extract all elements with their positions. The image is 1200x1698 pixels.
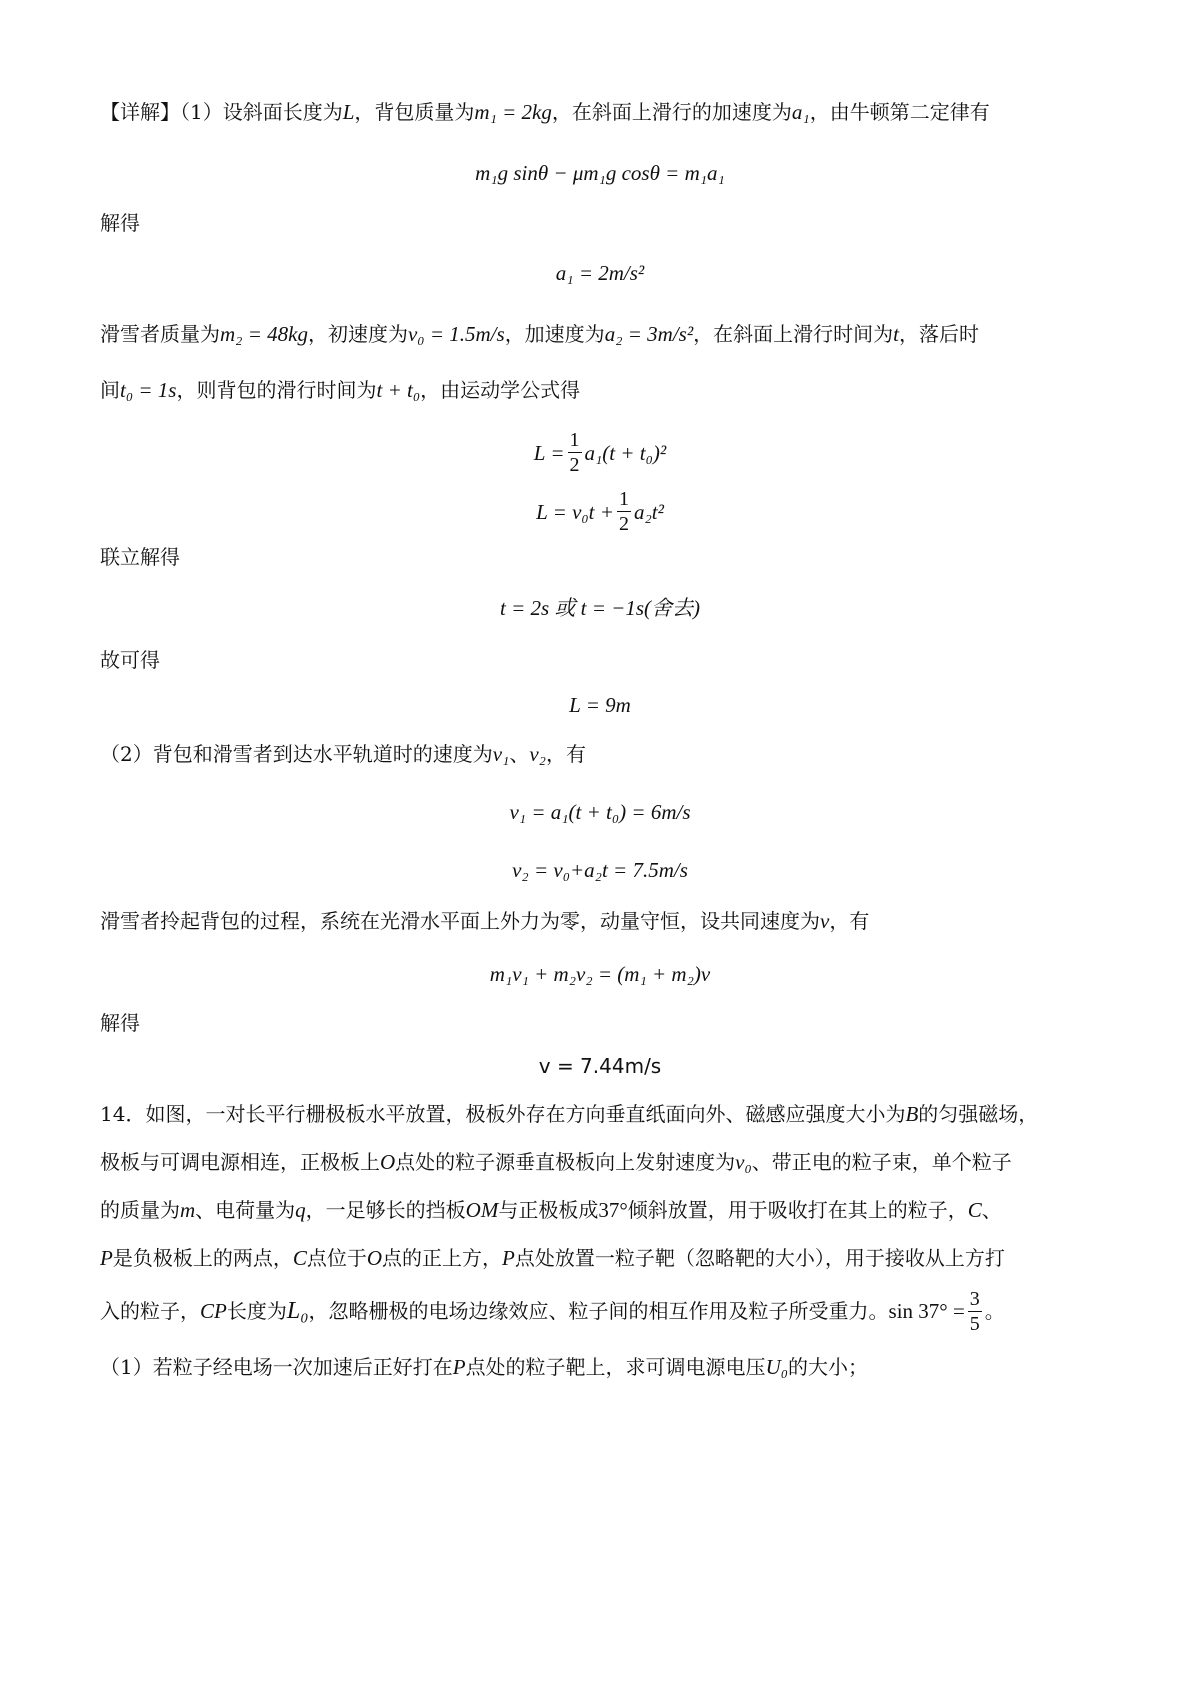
text: 与正极板成	[498, 1198, 599, 1222]
symbol-a1: a₁	[791, 100, 810, 124]
text: 、	[981, 1198, 1002, 1222]
symbol-m1-value: m₁ = 2kg	[474, 100, 552, 124]
text: 、电荷量为	[195, 1198, 296, 1222]
symbol-v0: v₀	[735, 1150, 752, 1174]
eq-left: L = v₀t +	[536, 499, 614, 524]
symbol-CP: CP	[200, 1299, 227, 1323]
sin37-expression: sin 37° =	[888, 1299, 965, 1323]
text: 点的正上方，	[382, 1246, 503, 1270]
symbol-U0: U₀	[765, 1355, 789, 1379]
question-14-part1	[100, 1353, 868, 1381]
question-14-line-4	[100, 1244, 1005, 1272]
numerator: 1	[618, 488, 629, 510]
paragraph-lag-time	[100, 376, 580, 404]
numerator: 3	[969, 1287, 980, 1310]
text: ，加速度为	[504, 322, 605, 346]
question-14-line-1	[100, 1100, 1038, 1128]
equation-L-backpack	[0, 428, 1200, 477]
symbol-O: O	[366, 1246, 383, 1270]
text: ，忽略栅极的电场边缘效应、粒子间的相互作用及粒子所受重力。	[308, 1299, 889, 1323]
symbol-OM: OM	[465, 1198, 499, 1222]
equation-v2: v₂ = v₀+a₂t = 7.5m/s	[512, 858, 688, 882]
numerator: 1	[569, 429, 580, 451]
text: ，在斜面上滑行时间为	[693, 322, 894, 346]
denominator: 2	[618, 513, 629, 535]
symbol-a2-value: a₂ = 3m/s²	[604, 322, 694, 346]
text: （1）若粒子经电场一次加速后正好打在	[100, 1355, 453, 1379]
text: 入的粒子，	[100, 1299, 200, 1323]
paragraph-skier-params	[100, 320, 979, 348]
symbol-m2-value: m₂ = 48kg	[220, 322, 308, 346]
text: 滑雪者拎起背包的过程，系统在光滑水平面上外力为零，动量守恒，设共同速度为	[100, 909, 820, 933]
question-14-line-5	[100, 1286, 1005, 1336]
symbol-v: v	[820, 909, 830, 933]
equation-v1: v₁ = a₁(t + t₀) = 6m/s	[509, 800, 691, 824]
equation-momentum-conservation: m₁v₁ + m₂v₂ = (m₁ + m₂)v	[489, 962, 711, 986]
symbol-P: P	[100, 1246, 113, 1270]
equation-a1: a₁ = 2m/s²	[555, 261, 645, 285]
symbol-C: C	[967, 1198, 982, 1222]
text: ，由运动学公式得	[420, 378, 581, 402]
text: 【详解】（1）设斜面长度为	[100, 100, 343, 124]
denominator: 5	[969, 1312, 980, 1335]
eq-right: a₂t²	[633, 499, 664, 524]
symbol-P: P	[452, 1355, 466, 1379]
paragraph-detail-intro	[100, 98, 990, 126]
text: 的大小；	[788, 1355, 869, 1379]
text: 、带正电的粒子束，单个粒子	[751, 1150, 1012, 1174]
symbol-t0-value: t₀ = 1s	[120, 378, 177, 402]
label-solve: 解得	[100, 211, 140, 235]
fraction-one-half	[568, 428, 582, 477]
text: 、	[509, 742, 530, 766]
text: ，一足够长的挡板	[305, 1198, 466, 1222]
symbol-B: B	[905, 1102, 919, 1126]
text: 滑雪者质量为	[100, 322, 220, 346]
fraction-one-half	[617, 487, 631, 536]
symbol-t-plus-t0: t + t₀	[376, 378, 421, 402]
fraction-three-fifths	[968, 1287, 982, 1336]
symbol-v1: v₁	[492, 742, 510, 766]
text: 倾斜放置，用于吸收打在其上的粒子，	[627, 1198, 968, 1222]
symbol-L: L	[342, 100, 355, 124]
symbol-t: t	[893, 322, 899, 346]
symbol-P: P	[502, 1246, 515, 1270]
label-solve: 解得	[100, 1011, 140, 1035]
question-14-line-3	[100, 1196, 1002, 1224]
text: 长度为	[226, 1299, 287, 1323]
text: ，初速度为	[307, 322, 408, 346]
text: ，由牛顿第二定律有	[809, 100, 990, 124]
symbol-L0: L₀	[286, 1298, 309, 1324]
text: 点处放置一粒子靶（忽略靶的大小），用于接收从上方打	[514, 1246, 1005, 1270]
text: 的质量为	[100, 1198, 180, 1222]
text: 极板与可调电源相连，正极板上	[100, 1150, 380, 1174]
text: ，则背包的滑行时间为	[176, 378, 377, 402]
eq-left: L =	[533, 440, 565, 465]
text: （2）背包和滑雪者到达水平轨道时的速度为	[100, 742, 493, 766]
text: ，有	[829, 909, 870, 933]
equation-L-result: L = 9m	[569, 693, 631, 717]
paragraph-part2-intro	[100, 740, 586, 768]
symbol-m: m	[180, 1198, 196, 1222]
text: 间	[100, 378, 120, 402]
text: 点位于	[306, 1246, 367, 1270]
text: ，背包质量为	[354, 100, 475, 124]
text: ，在斜面上滑行的加速度为	[551, 100, 792, 124]
denominator: 2	[569, 454, 580, 476]
symbol-v2: v₂	[529, 742, 546, 766]
question-14-line-2	[100, 1148, 1012, 1176]
text: 的匀强磁场，	[918, 1102, 1039, 1126]
label-combine-solve: 联立解得	[100, 545, 180, 569]
eq-right: a₁(t + t₀)²	[584, 440, 667, 465]
symbol-q: q	[295, 1198, 306, 1222]
symbol-C: C	[292, 1246, 307, 1270]
paragraph-momentum	[100, 907, 869, 935]
text: ，有	[545, 742, 586, 766]
text: 。	[984, 1299, 1005, 1323]
label-therefore: 故可得	[100, 648, 160, 672]
equation-v-result: v = 7.44m/s	[538, 1054, 662, 1078]
symbol-O: O	[380, 1150, 396, 1174]
text: 点处的粒子源垂直极板向上发射速度为	[395, 1150, 736, 1174]
text: 14．如图，一对长平行栅极板水平放置，极板外存在方向垂直纸面向外、磁感应强度大小为	[100, 1102, 906, 1126]
equation-newton-second-law: m₁g sinθ − μm₁g cosθ = m₁a₁	[475, 161, 725, 185]
equation-t-solution: t = 2s 或 t = −1s(舍去)	[499, 596, 700, 620]
symbol-37-degrees: 37°	[598, 1198, 628, 1222]
text: ，落后时	[898, 322, 979, 346]
equation-L-skier	[0, 487, 1200, 536]
symbol-v0-value: v₀ = 1.5m/s	[407, 322, 505, 346]
text: 点处的粒子靶上，求可调电源电压	[465, 1355, 766, 1379]
text: 是负极板上的两点，	[112, 1246, 293, 1270]
